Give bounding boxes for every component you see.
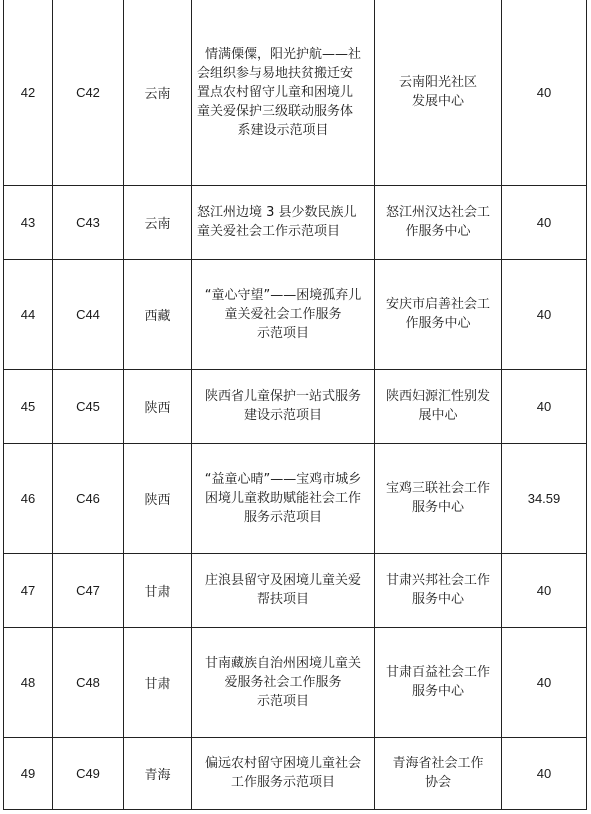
province-cell: 青海 <box>124 737 192 809</box>
organization-name-line: 宝鸡三联社会工作 <box>385 481 490 496</box>
project-name-line: “童心守望”——困境孤弃儿 <box>204 287 362 303</box>
organization-name-line: 怒江州汉达社会工 <box>385 205 490 220</box>
row-number: 49 <box>4 737 53 809</box>
project-name-cell <box>192 627 375 737</box>
project-code: C48 <box>53 627 124 737</box>
organization-cell <box>375 0 502 185</box>
organization-name-line: 陕西妇源汇性别发 <box>385 389 490 404</box>
projects-table <box>3 0 587 810</box>
project-code: C46 <box>53 443 124 553</box>
project-code: C45 <box>53 369 124 443</box>
row-number: 48 <box>4 627 53 737</box>
project-code: C43 <box>53 185 124 259</box>
project-name-line: 会组织参与易地扶贫搬迁安 <box>197 65 354 81</box>
project-name-line: 怒江州边境 3 县少数民族儿 <box>197 205 357 220</box>
funding-amount: 40 <box>502 553 587 627</box>
organization-cell <box>375 553 502 627</box>
project-name-line: 陕西省儿童保护一站式服务 <box>204 389 361 404</box>
province-cell: 陕西 <box>124 443 192 553</box>
project-name-line: 困境儿童救助赋能社会工作 <box>204 490 361 506</box>
province-cell: 陕西 <box>124 369 192 443</box>
organization-name-line: 青海省社会工作 <box>392 756 484 771</box>
project-code: C47 <box>53 553 124 627</box>
organization-name-line: 安庆市启善社会工 <box>385 297 490 312</box>
organization-name-line: 协会 <box>424 775 451 790</box>
project-name-cell <box>192 443 375 553</box>
organization-name-line: 服务中心 <box>411 500 464 515</box>
organization-cell <box>375 737 502 809</box>
province-cell: 西藏 <box>124 259 192 369</box>
organization-cell <box>375 369 502 443</box>
organization-cell <box>375 443 502 553</box>
province-cell: 云南 <box>124 185 192 259</box>
table-row <box>4 259 587 369</box>
project-name-line: “益童心晴”——宝鸡市城乡 <box>204 471 362 487</box>
project-name-cell <box>192 369 375 443</box>
funding-amount: 40 <box>502 259 587 369</box>
row-number: 44 <box>4 259 53 369</box>
project-name-line: 工作服务示范项目 <box>230 775 335 790</box>
organization-name-line: 云南阳光社区 <box>398 75 477 91</box>
organization-name-line: 展中心 <box>418 408 458 423</box>
table-row <box>4 369 587 443</box>
project-name-line: 置点农村留守儿童和困境儿 <box>197 84 354 100</box>
organization-name-line: 服务中心 <box>411 592 464 607</box>
table-row <box>4 737 587 809</box>
organization-name-line: 作服务中心 <box>405 224 471 239</box>
project-name-line: 童关爱社会工作服务 <box>224 306 342 322</box>
row-number: 43 <box>4 185 53 259</box>
project-name-line: 示范项目 <box>256 325 309 341</box>
project-name-cell <box>192 0 375 185</box>
table-row <box>4 443 587 553</box>
table-body <box>4 0 587 809</box>
row-number: 42 <box>4 0 53 185</box>
project-name-line: 示范项目 <box>256 693 309 709</box>
row-number: 46 <box>4 443 53 553</box>
project-name-line: 童关爱社会工作示范项目 <box>197 224 341 239</box>
project-name-line: 爱服务社会工作服务 <box>224 674 342 690</box>
province-cell: 甘肃 <box>124 627 192 737</box>
project-name-line: 情满傈僳，阳光护航——社 <box>204 46 361 62</box>
project-name-line: 甘南藏族自治州困境儿童关 <box>204 655 361 671</box>
project-name-cell <box>192 259 375 369</box>
province-cell: 甘肃 <box>124 553 192 627</box>
row-number: 47 <box>4 553 53 627</box>
project-name-line: 童关爱保护三级联动服务体 <box>197 103 354 119</box>
project-code: C44 <box>53 259 124 369</box>
funding-amount: 40 <box>502 737 587 809</box>
organization-cell <box>375 259 502 369</box>
project-name-line: 庄浪县留守及困境儿童关爱 <box>204 573 361 588</box>
table-row <box>4 185 587 259</box>
funding-amount: 40 <box>502 0 587 185</box>
organization-name-line: 发展中心 <box>411 94 464 110</box>
organization-name-line: 作服务中心 <box>405 316 471 331</box>
province-cell: 云南 <box>124 0 192 185</box>
organization-cell <box>375 185 502 259</box>
project-name-line: 服务示范项目 <box>243 509 322 525</box>
row-number: 45 <box>4 369 53 443</box>
table-row <box>4 627 587 737</box>
organization-name-line: 甘肃兴邦社会工作 <box>385 573 490 588</box>
project-name-line: 帮扶项目 <box>256 592 309 607</box>
funding-amount: 34.59 <box>502 443 587 553</box>
project-code: C42 <box>53 0 124 185</box>
organization-cell <box>375 627 502 737</box>
organization-name-line: 甘肃百益社会工作 <box>385 665 490 680</box>
project-name-cell <box>192 185 375 259</box>
project-name-line: 偏远农村留守困境儿童社会 <box>204 756 361 771</box>
table-row <box>4 553 587 627</box>
funding-amount: 40 <box>502 369 587 443</box>
project-name-cell <box>192 737 375 809</box>
funding-amount: 40 <box>502 185 587 259</box>
project-code: C49 <box>53 737 124 809</box>
table-row <box>4 0 587 185</box>
funding-amount: 40 <box>502 627 587 737</box>
project-name-line: 建设示范项目 <box>243 408 322 423</box>
project-name-cell <box>192 553 375 627</box>
project-name-line: 系建设示范项目 <box>237 122 329 138</box>
organization-name-line: 服务中心 <box>411 684 464 699</box>
